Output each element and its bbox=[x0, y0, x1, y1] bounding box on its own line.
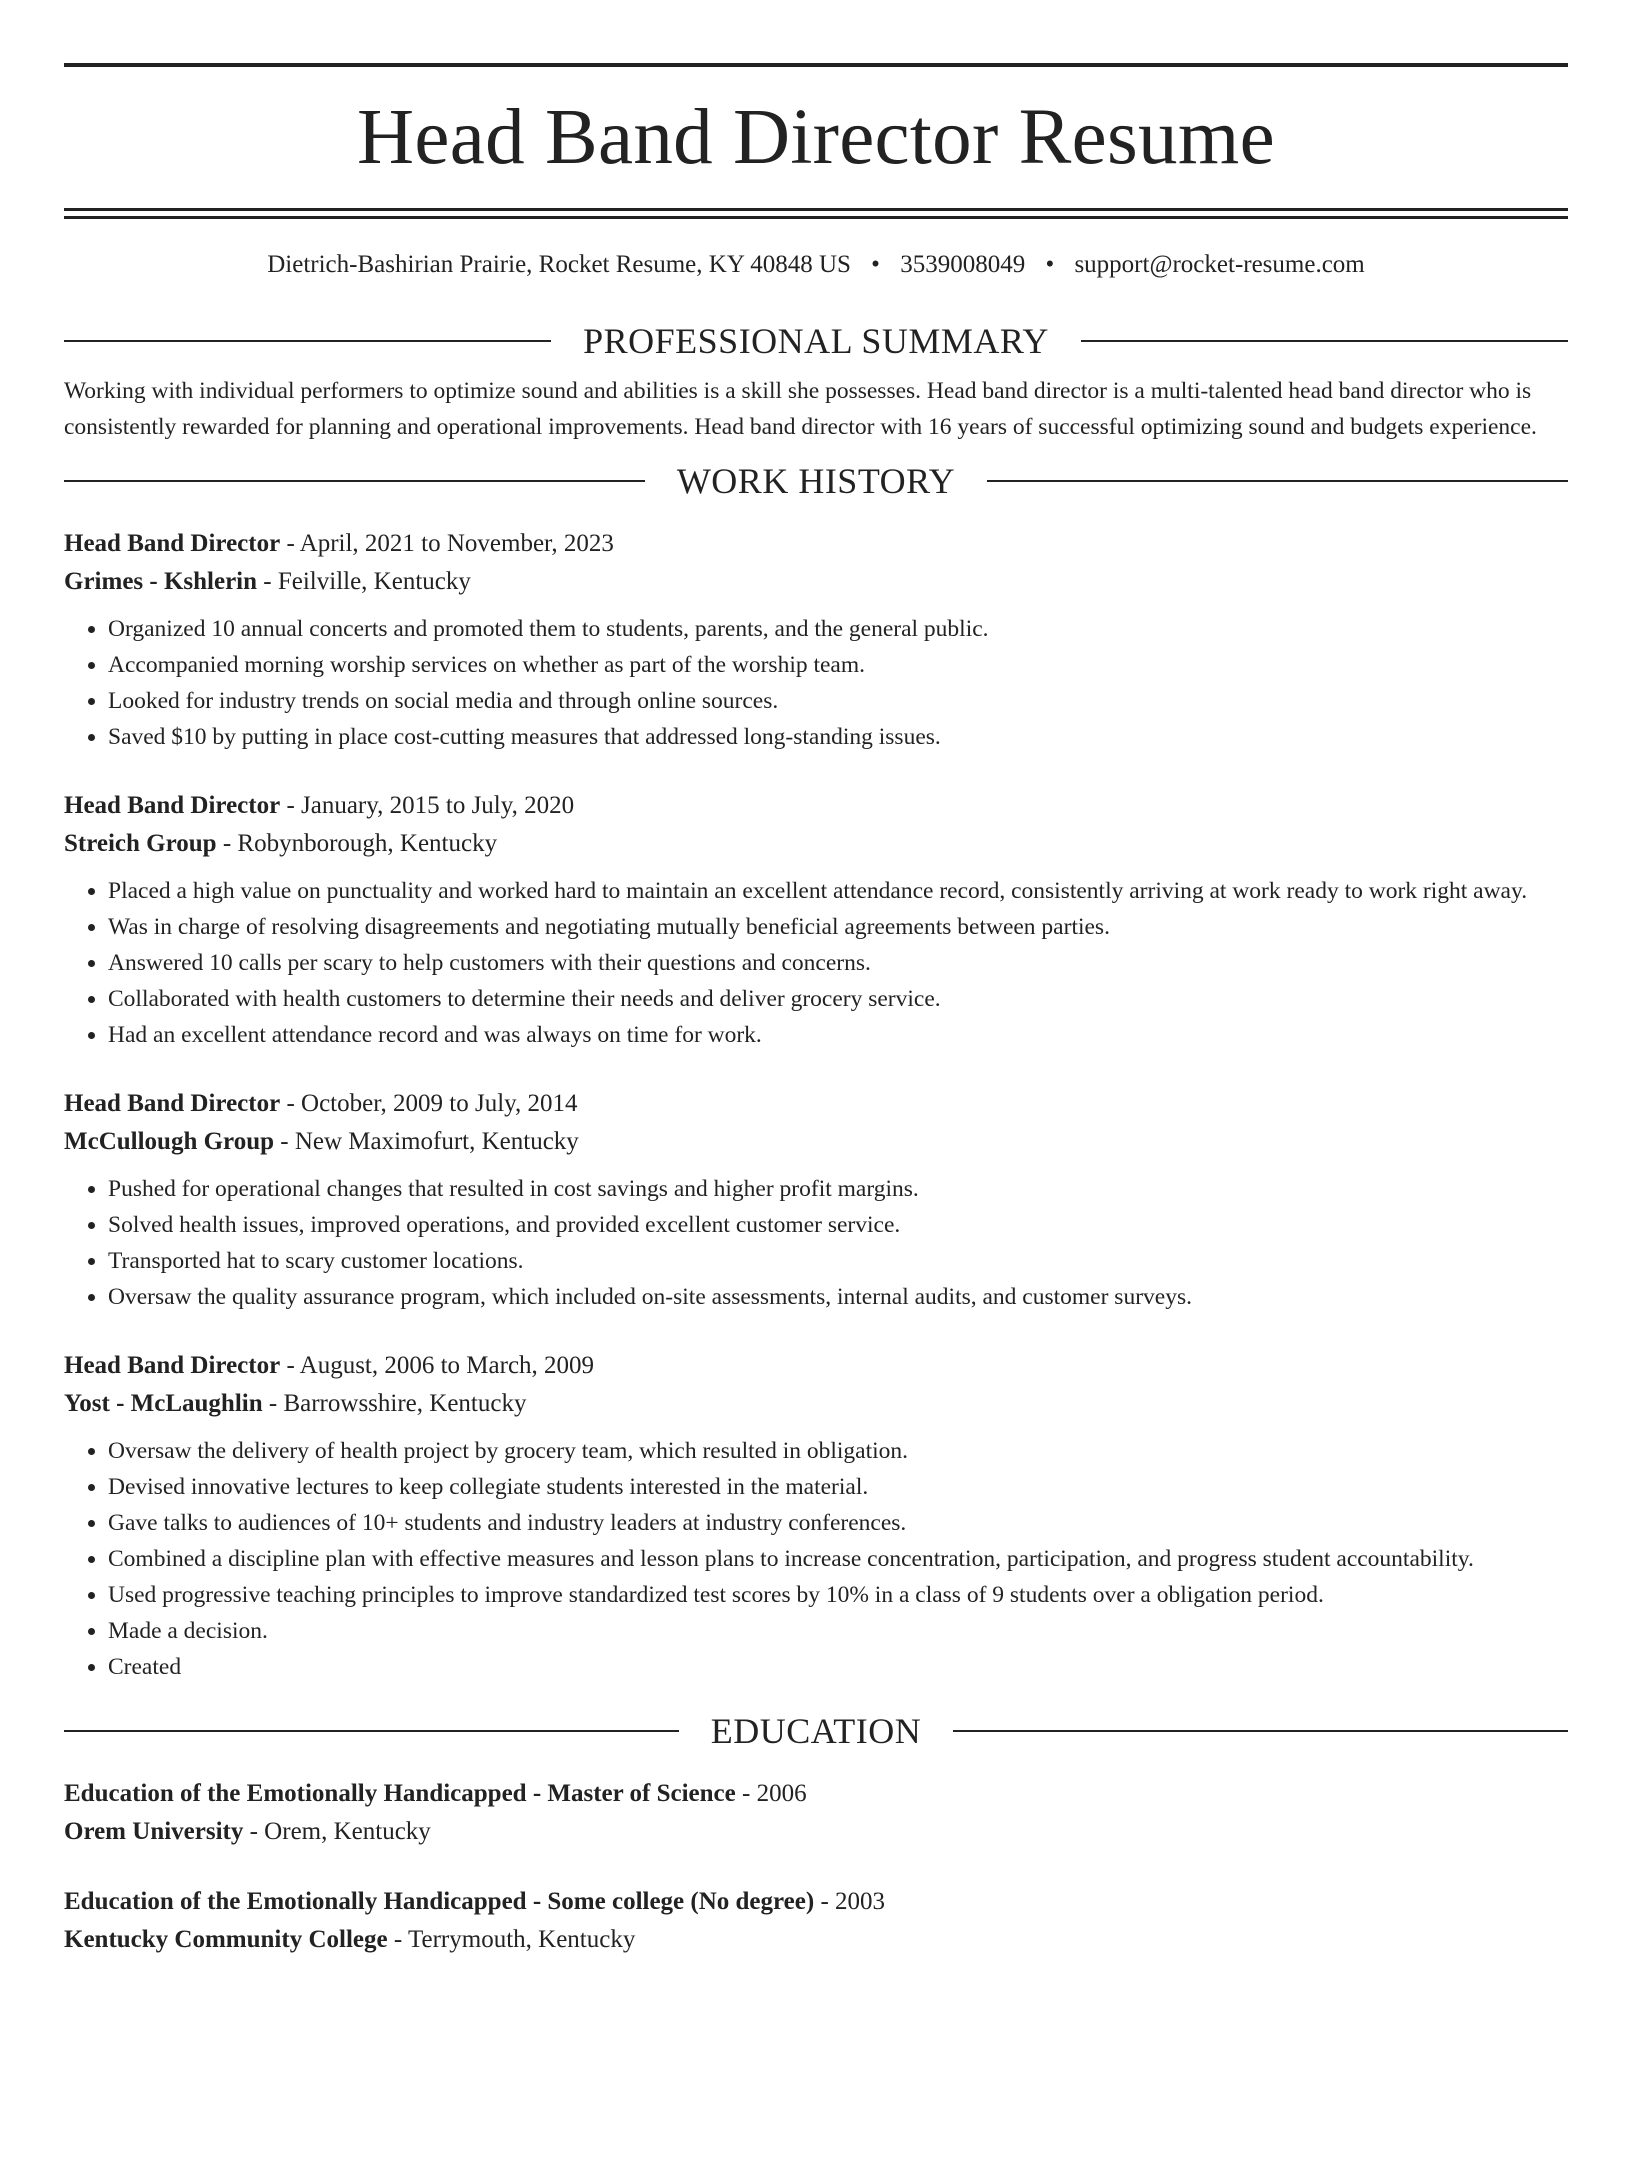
job-bullet: • Combined a discipline plan with effective measures and lesson plans to increase concentration, participation, and progress student accountability. bbox=[108, 1541, 1568, 1577]
job-bullets bbox=[64, 1433, 1568, 1685]
job-dates: - October, 2009 to July, 2014 bbox=[280, 1090, 578, 1117]
job-bullet: • Solved health issues, improved operations, and provided excellent customer service. bbox=[108, 1207, 1568, 1243]
job-company-line bbox=[64, 1123, 1568, 1161]
job-entry bbox=[64, 1085, 1568, 1315]
job-title: Head Band Director bbox=[64, 792, 281, 819]
job-bullet: • Accompanied morning worship services on whether as part of the worship team. bbox=[108, 647, 1568, 683]
job-bullet: • Answered 10 calls per scary to help customers with their questions and concerns. bbox=[108, 945, 1568, 981]
job-bullet: • Oversaw the quality assurance program, which included on-site assessments, internal audits, and customer surveys. bbox=[108, 1279, 1568, 1315]
job-company-line bbox=[64, 563, 1568, 601]
education-entry bbox=[64, 1775, 1568, 1851]
job-bullets bbox=[64, 611, 1568, 755]
section-title: PROFESSIONAL SUMMARY bbox=[583, 321, 1049, 361]
education-school: Kentucky Community College bbox=[64, 1926, 388, 1953]
job-location: - New Maximofurt, Kentucky bbox=[274, 1128, 579, 1155]
job-company-line bbox=[64, 825, 1568, 863]
job-title-line bbox=[64, 787, 1568, 825]
education-year: - 2003 bbox=[814, 1888, 886, 1915]
job-bullet: • Transported hat to scary customer locations. bbox=[108, 1243, 1568, 1279]
work-history-heading bbox=[64, 461, 1568, 501]
job-dates: - August, 2006 to March, 2009 bbox=[280, 1352, 595, 1379]
job-dates: - January, 2015 to July, 2020 bbox=[280, 792, 575, 819]
heading-rule-left bbox=[64, 480, 645, 482]
section-title: WORK HISTORY bbox=[676, 461, 956, 501]
job-bullet: • Oversaw the delivery of health project by grocery team, which resulted in obligation. bbox=[108, 1433, 1568, 1469]
job-bullet: • Organized 10 annual concerts and promoted them to students, parents, and the general public. bbox=[108, 611, 1568, 647]
job-company-line bbox=[64, 1385, 1568, 1423]
summary-heading bbox=[64, 321, 1568, 361]
heading-rule-left bbox=[64, 340, 551, 342]
job-bullets bbox=[64, 1171, 1568, 1315]
education-location: - Terrymouth, Kentucky bbox=[387, 1926, 636, 1953]
job-bullet: • Created bbox=[108, 1649, 1568, 1685]
job-title: Head Band Director bbox=[64, 1352, 281, 1379]
job-title-line bbox=[64, 1085, 1568, 1123]
job-bullet: • Was in charge of resolving disagreements and negotiating mutually beneficial agreements between parties. bbox=[108, 909, 1568, 945]
contact-phone: 3539008049 bbox=[900, 251, 1026, 278]
job-bullet: • Placed a high value on punctuality and worked hard to maintain an excellent attendance record, consistently arriving at work ready to work right away. bbox=[108, 873, 1568, 909]
title-double-rule bbox=[64, 208, 1568, 219]
job-title: Head Band Director bbox=[64, 530, 281, 557]
job-bullet: • Pushed for operational changes that resulted in cost savings and higher profit margins. bbox=[108, 1171, 1568, 1207]
job-bullet: • Looked for industry trends on social media and through online sources. bbox=[108, 683, 1568, 719]
education-location: - Orem, Kentucky bbox=[243, 1818, 431, 1845]
job-company: McCullough Group bbox=[64, 1128, 274, 1155]
section-title: EDUCATION bbox=[710, 1711, 922, 1751]
job-bullet: • Had an excellent attendance record and was always on time for work. bbox=[108, 1017, 1568, 1053]
contact-email: support@rocket-resume.com bbox=[1074, 251, 1365, 278]
job-bullet: • Used progressive teaching principles to improve standardized test scores by 10% in a class of 9 students over a obligation period. bbox=[108, 1577, 1568, 1613]
heading-rule-right bbox=[987, 480, 1568, 482]
job-bullet: • Devised innovative lectures to keep collegiate students interested in the material. bbox=[108, 1469, 1568, 1505]
job-title-line bbox=[64, 525, 1568, 563]
heading-rule-right bbox=[953, 1730, 1568, 1732]
job-company: Grimes - Kshlerin bbox=[64, 568, 258, 595]
education-school-line bbox=[64, 1921, 1568, 1959]
education-degree-line bbox=[64, 1775, 1568, 1813]
job-title: Head Band Director bbox=[64, 1090, 281, 1117]
job-location: - Barrowsshire, Kentucky bbox=[262, 1390, 527, 1417]
job-bullet: • Collaborated with health customers to determine their needs and deliver grocery service. bbox=[108, 981, 1568, 1017]
contact-separator: • bbox=[871, 251, 880, 278]
education-degree-line bbox=[64, 1883, 1568, 1921]
job-bullets bbox=[64, 873, 1568, 1053]
contact-line bbox=[64, 250, 1568, 280]
contact-separator: • bbox=[1045, 251, 1055, 278]
job-bullet: • Saved $10 by putting in place cost-cutting measures that addressed long-standing issues. bbox=[108, 719, 1568, 755]
job-entry bbox=[64, 1347, 1568, 1685]
job-location: - Feilville, Kentucky bbox=[257, 568, 471, 595]
contact-address: Dietrich-Bashirian Prairie, Rocket Resume, KY 40848 US bbox=[267, 251, 851, 278]
job-entry bbox=[64, 525, 1568, 755]
heading-rule-left bbox=[64, 1730, 679, 1732]
education-degree: Education of the Emotionally Handicapped - Master of Science bbox=[64, 1780, 736, 1807]
job-title-line bbox=[64, 1347, 1568, 1385]
education-heading bbox=[64, 1711, 1568, 1751]
education-entry bbox=[64, 1883, 1568, 1959]
job-bullet: • Gave talks to audiences of 10+ students and industry leaders at industry conferences. bbox=[108, 1505, 1568, 1541]
education-year: - 2006 bbox=[735, 1780, 807, 1807]
job-entry bbox=[64, 787, 1568, 1053]
job-company: Streich Group bbox=[64, 830, 217, 857]
job-company: Yost - McLaughlin bbox=[64, 1390, 263, 1417]
job-bullet: • Made a decision. bbox=[108, 1613, 1568, 1649]
resume-page bbox=[0, 63, 1632, 2175]
summary-text: Working with individual performers to optimize sound and abilities is a skill she possesses. Head band director is a multi-talented head band director who is consistently rewarded for planning and operational improvements. Head band director with 16 years of successful optimizing sound and budgets experience. bbox=[64, 378, 1537, 440]
job-location: - Robynborough, Kentucky bbox=[216, 830, 498, 857]
job-dates: - April, 2021 to November, 2023 bbox=[280, 530, 614, 557]
education-degree: Education of the Emotionally Handicapped - Some college (No degree) bbox=[64, 1888, 815, 1915]
education-school-line bbox=[64, 1813, 1568, 1851]
page-title: Head Band Director Resume bbox=[357, 94, 1275, 181]
education-school: Orem University bbox=[64, 1818, 244, 1845]
heading-rule-right bbox=[1081, 340, 1568, 342]
top-rule bbox=[64, 63, 1568, 67]
